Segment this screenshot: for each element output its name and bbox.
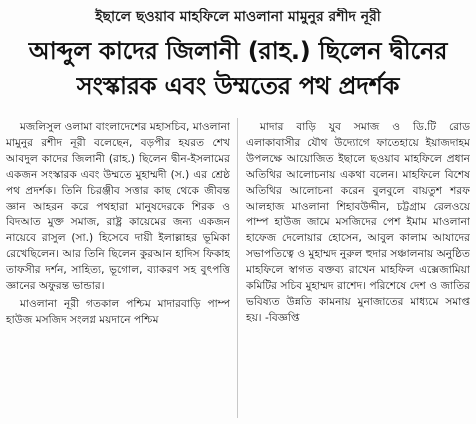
article-left-column xyxy=(6,120,230,420)
headline xyxy=(0,34,476,104)
column-divider xyxy=(237,118,238,418)
left-paragraph-2: মাওলানা নূরী গতকাল পশ্চিম মাদারবাড়ি পাম্প হাউজ মসজিদ সংলগ্ন ময়দানে পশ্চিম xyxy=(6,297,230,326)
article-right-column xyxy=(246,120,470,420)
left-paragraph-1: মজলিসুল ওলামা বাংলাদেশের মহাসচিব, মাওলানা মামুনুর রশীদ নূরী বলেছেন, বড়পীর হযরত শেখ আবদুল কাদের জিলানী (রাহ.) ছিলেন দ্বীন-ইসলামের একজন সংস্কারক এবং উম্মতে মুহাম্মদী (স.) এর শ্রেষ্ঠ পথ প্রদর্শক। তিনি চিরঞ্জীব সত্তার কাছ থেকে জীবন্ত জ্ঞান আহরন করে পথহারা মানুষদেরকে শিরক ও বিদআত মুক্ত সমাজ, রাষ্ট্র কায়েমের জন্য একজন নায়েবে রাসুল (সা.) হিসেবে দায়ী ইলাল্লাহর ভূমিকা রেখেছিলেন। আর তিনি ছিলেন কুরআন হাদিস ফিকাহ তাফসীর দর্শন, সাহিত্য, ভূগোল, ব্যাকরণ সহ বুৎপত্তি জ্ঞানের অফুরন্ত ভান্ডার। xyxy=(6,121,230,293)
headline-line-1: আব্দুল কাদের জিলানী (রাহ.) ছিলেন দ্বীনের xyxy=(28,37,448,65)
right-paragraph-1: মাদার বাড়ি যুব সমাজ ও ডি.টি রোড এলাকাবাসীর যৌথ উদ্যোগে ফাতেহায়ে ইয়াজদাহম উপলক্ষে আয়োজিত ইছালে ছওয়াব মাহফিলে প্রধান অতিথির আলোচনায় একথা বলেন। মাহফিলে বিশেষ অতিথির আলোচনা করেন বুলবুলে বায়তুশ শরফ আলহাজ মাওলানা শিহাবউদ্দীন, চট্টগ্রাম রেলওয়ে পাম্প হাউজ জামে মসজিদের পেশ ইমাম মাওলানা হাফেজ দেলোয়ার হোসেন, আবুল কালাম আযাদের সভাপতিত্বে ও মুহাম্মদ নুরুল হুদার সঞ্চালনায় অনুষ্ঠিত মাহফিলে স্বাগত বক্তব্য রাখেন মাহফিল এক্সেজামিয়া কমিটির সচিব মুহাম্মদ রাশেদ। পরিশেষে দেশ ও জাতির ভবিষ্যত উন্নতি কামনায় মুনাজাতের মাধ্যমে সমাপ্ত হয়। -বিজ্ঞপ্তি xyxy=(246,121,470,324)
headline-line-2: সংস্কারক এবং উম্মতের পথ প্রদর্শক xyxy=(76,72,400,100)
kicker: ইছালে ছওয়াব মাহফিলে মাওলানা মামুনুর রশীদ নূরী xyxy=(95,9,381,25)
